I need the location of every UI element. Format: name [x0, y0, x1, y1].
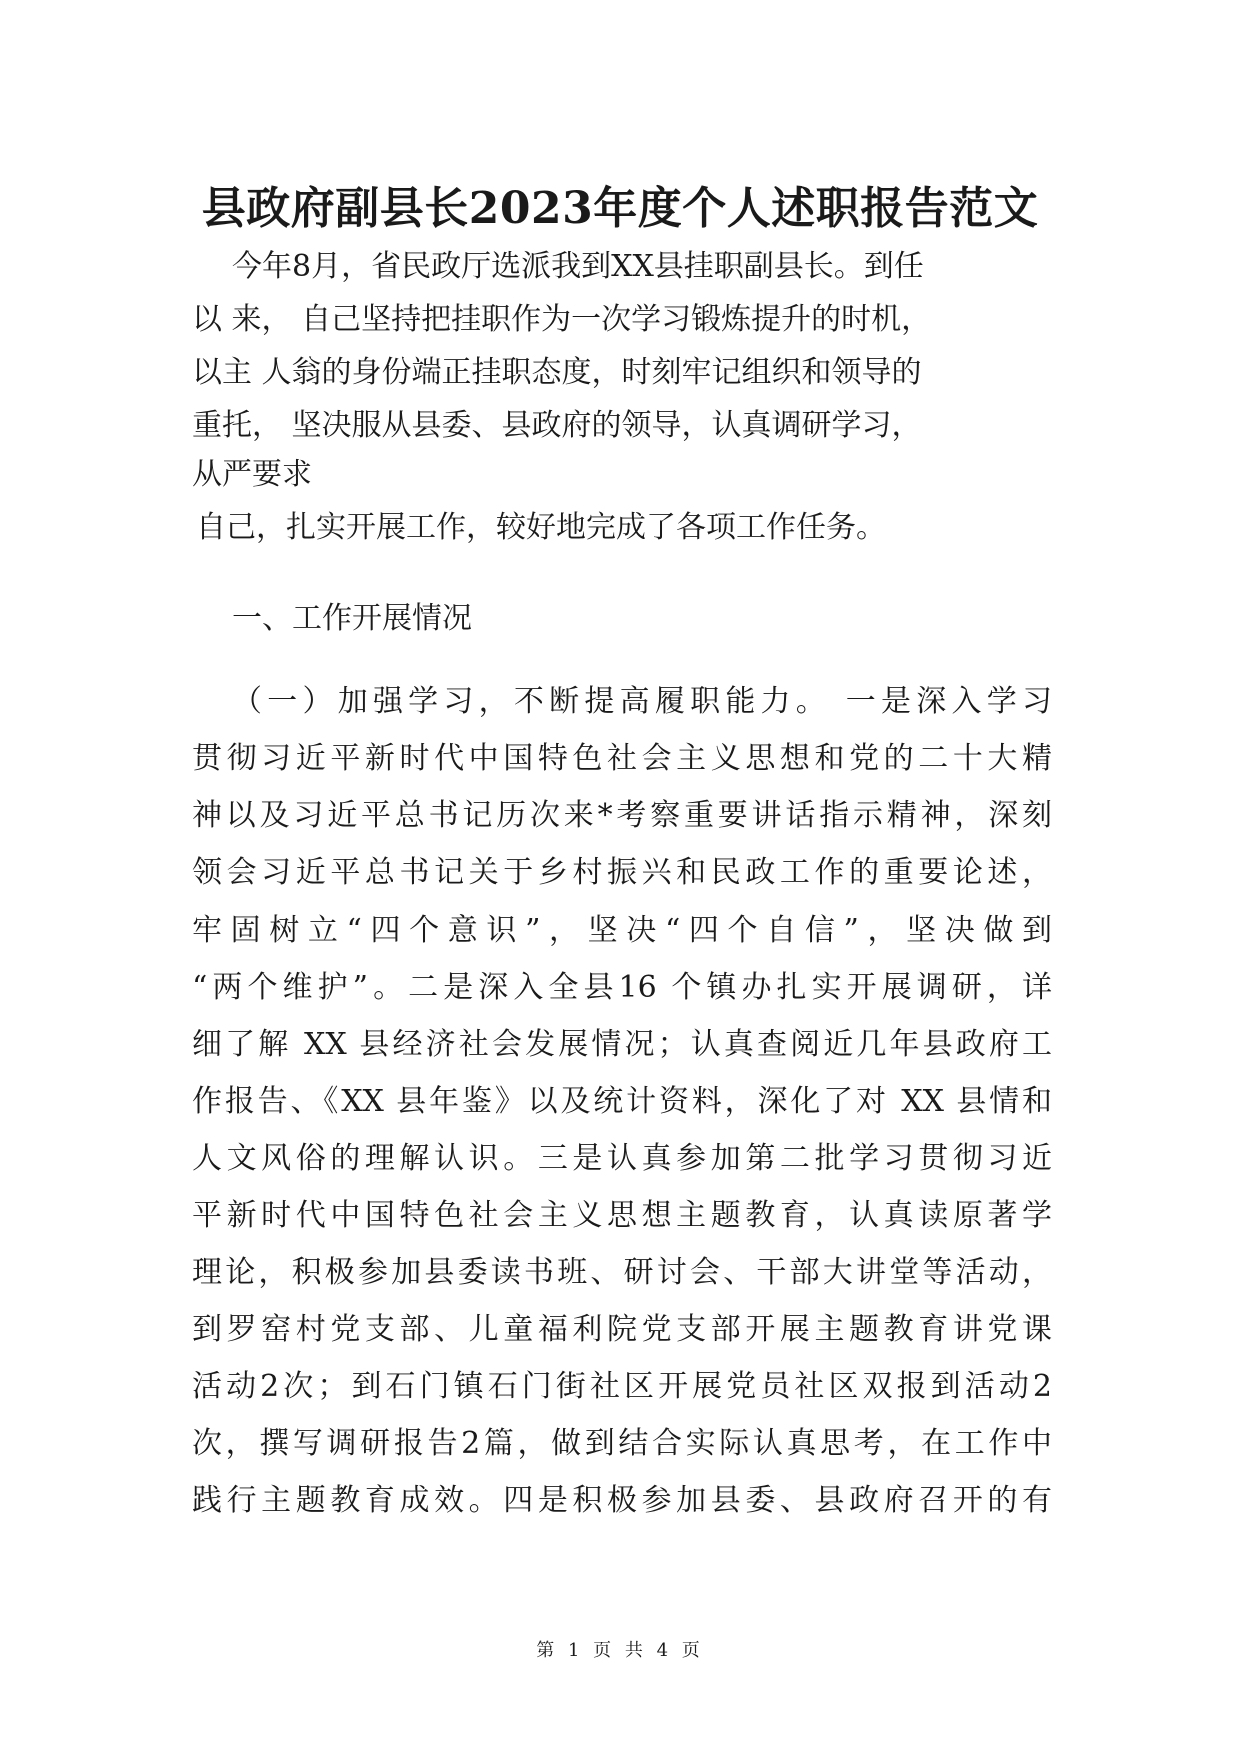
body-line: 到罗窑村党支部、儿童福利院党支部开展主题教育讲党课: [192, 1312, 1052, 1347]
body-line: 牢固树立“四个意识”，坚决“四个自信”，坚决做到: [192, 913, 1052, 948]
body-line: 细了解 XX 县经济社会发展情况；认真查阅近几年县政府工: [192, 1027, 1052, 1062]
body-line: 神以及习近平总书记历次来*考察重要讲话指示精神，深刻: [192, 798, 1052, 833]
section-heading: 一、工作开展情况: [232, 601, 472, 636]
intro-line: 以 来， 自己坚持把挂职作为一次学习锻炼提升的时机，: [192, 302, 932, 337]
body-line: 人文风俗的理解认识。三是认真参加第二批学习贯彻习近: [192, 1141, 1052, 1176]
body-line: 贯彻习近平新时代中国特色社会主义思想和党的二十大精: [192, 741, 1052, 776]
body-line: 践行主题教育成效。四是积极参加县委、县政府召开的有: [192, 1483, 1052, 1518]
intro-line: 今年8月，省民政厅选派我到XX县挂职副县长。到任: [232, 249, 924, 284]
document-title: 县政府副县长2023年度个人述职报告范文: [201, 183, 1039, 234]
body-line: “两个维护”。二是深入全县16 个镇办扎实开展调研，详: [192, 970, 1052, 1005]
body-line: 平新时代中国特色社会主义思想主题教育，认真读原著学: [192, 1198, 1052, 1233]
intro-line: 从严要求: [192, 457, 312, 492]
body-line: （一）加强学习，不断提高履职能力。 一是深入学习: [232, 684, 1052, 719]
body-line: 领会习近平总书记关于乡村振兴和民政工作的重要论述，: [192, 855, 1052, 890]
page-footer: 第 1 页 共 4 页: [536, 1640, 704, 1661]
intro-line: 重托， 坚决服从县委、县政府的领导，认真调研学习，: [192, 408, 922, 443]
body-line: 作报告、《XX 县年鉴》以及统计资料，深化了对 XX 县情和: [192, 1084, 1052, 1119]
body-line: 活动2次；到石门镇石门街社区开展党员社区双报到活动2: [192, 1369, 1052, 1404]
intro-line: 以主 人翁的身份端正挂职态度，时刻牢记组织和领导的: [192, 355, 922, 390]
intro-line: 自己，扎实开展工作，较好地完成了各项工作任务。: [196, 510, 886, 545]
body-line: 理论，积极参加县委读书班、研讨会、干部大讲堂等活动，: [192, 1255, 1052, 1290]
body-line: 次，撰写调研报告2篇，做到结合实际认真思考，在工作中: [192, 1426, 1052, 1461]
